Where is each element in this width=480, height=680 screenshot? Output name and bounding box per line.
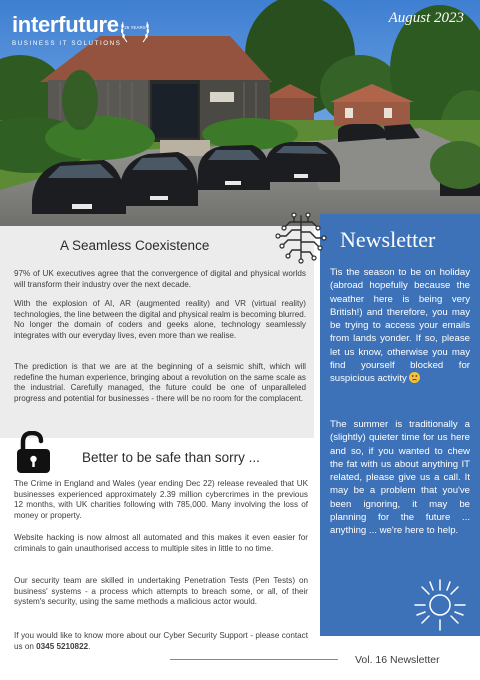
laurel-wreath-icon	[118, 16, 152, 46]
contact-phone-link[interactable]: 0345 5210822	[36, 641, 89, 651]
security-contact-paragraph	[14, 631, 308, 652]
header-photo	[0, 0, 480, 226]
coexistence-paragraph-3: The prediction is that we are at the beginning of a seismic shift, which will redefine the human experience, bringing about a revolution on the same scale as the industrial. Carefully managed, the future could be one of unparalleled progress and potential for businesses - there will be no room for the complacent.	[14, 362, 306, 404]
company-logo	[12, 14, 121, 47]
sad-face-emoji-icon	[409, 372, 420, 383]
coexistence-paragraph-2: With the explosion of AI, AR (augmented reality) and VR (virtual reality) technologies, the line between the digital and physical realm is becoming blurred. No longer the domain of coders and geeks alone, technology seamlessly integrates with our everyday lives, even more than we realise.	[14, 299, 306, 341]
footer-divider	[170, 659, 338, 660]
sun-icon	[412, 577, 468, 633]
security-paragraph-3: Our security team are skilled in undertaking Penetration Tests (Pen Tests) on business' systems - a process which attempts to breach some, or all, of their system's security, using the same methods a malicious actor would.	[14, 576, 308, 607]
badge-text: 25 YEARS	[124, 25, 146, 30]
security-paragraph-1: The Crime in England and Wales (year ending Dec 22) release revealed that UK businesses experienced approximately 2.39 million cybercrimes in the previous 12 months, with UK charities following with 785,000. Many involving the loss of money or property.	[14, 479, 308, 521]
security-title: Better to be safe than sorry ...	[82, 450, 260, 465]
brand-tagline: BUSINESS IT SOLUTIONS	[12, 40, 122, 47]
volume-label: Vol. 16 Newsletter	[355, 654, 440, 666]
contact-end: .	[88, 641, 91, 651]
newsletter-paragraph-1-text: Tis the season to be on holiday (abroad hopefully because the weather here is being very British!) and therefore, you may be trying to access your emails from lands yonder. If so, please let us know, otherwise you may find yourself blocked for suspicious activity	[330, 267, 470, 385]
anniversary-badge	[118, 16, 152, 46]
circuit-brain-icon	[272, 210, 330, 266]
security-paragraph-2: Website hacking is now almost all automated and this makes it even easier for criminals to gain unauthorised access to multiple sites in little to no time.	[14, 533, 308, 553]
issue-date: August 2023	[388, 10, 464, 26]
coexistence-paragraph-1: 97% of UK executives agree that the convergence of digital and physical worlds will transform their industry over the next decade.	[14, 269, 306, 289]
contact-text: If you would like to know more about our Cyber Security Support - please contact us on	[14, 631, 308, 651]
newsletter-title: Newsletter	[340, 227, 436, 252]
unlocked-padlock-icon	[14, 431, 54, 475]
brand-name: interfuture	[12, 12, 119, 37]
newsletter-paragraph-2: The summer is traditionally a (slightly) quieter time for us here and so, if you wanted to chew the fat with us about anything IT related, please give us a call. It may be a problem that you've been ignoring, it may be planning for the future ... anything ... we're here to help.	[330, 419, 470, 537]
newsletter-paragraph-1	[330, 266, 470, 386]
coexistence-title: A Seamless Coexistence	[60, 238, 210, 253]
